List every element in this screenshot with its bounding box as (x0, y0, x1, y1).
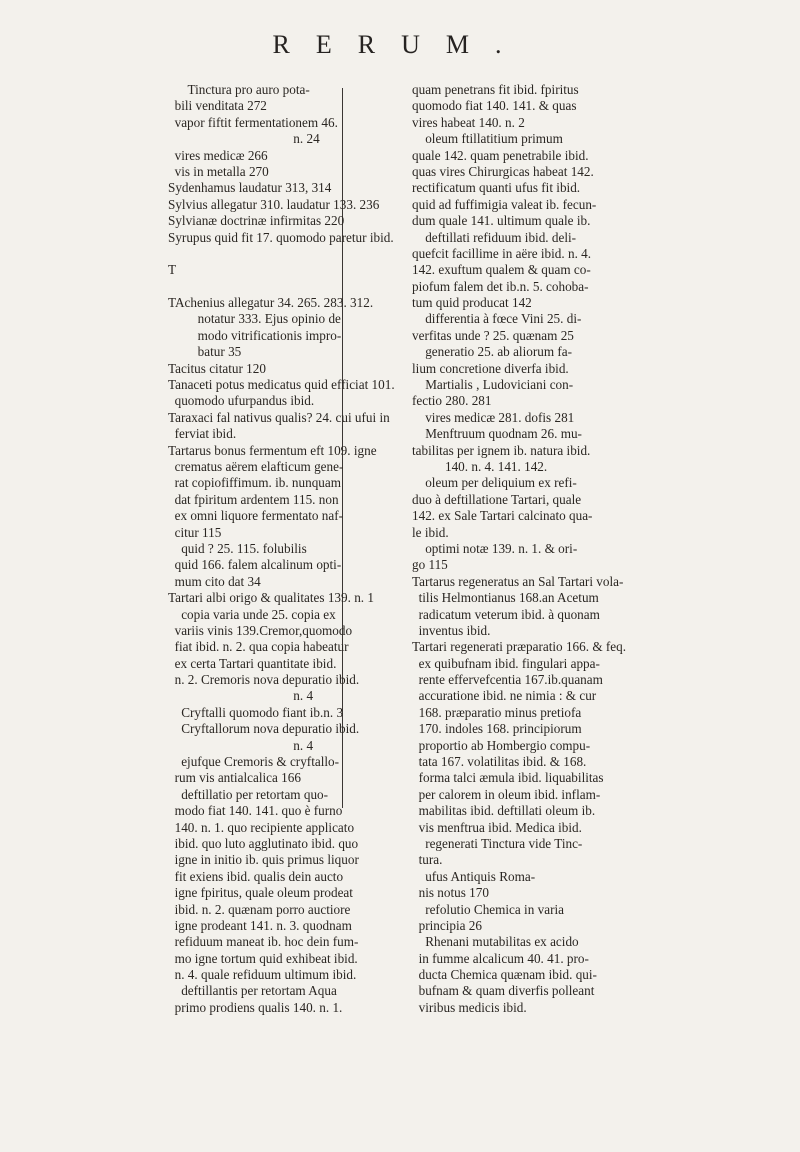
index-line: Tartari regenerati præparatio 166. & feq. (412, 639, 627, 655)
index-line: Tanaceti potus medicatus quid efficiat 101. (168, 377, 395, 393)
index-line: differentia à fœce Vini 25. di- (412, 311, 582, 327)
index-line: ferviat ibid. (168, 426, 237, 442)
index-line: piofum falem det ib.n. 5. cohoba- (412, 278, 589, 294)
index-line: 170. indoles 168. principiorum (412, 721, 582, 737)
index-line: inventus ibid. (412, 622, 491, 638)
index-line: go 115 (412, 557, 448, 573)
index-line: viribus medicis ibid. (412, 999, 527, 1015)
index-line: Menftruum quodnam 26. mu- (412, 426, 582, 442)
index-line: mabilitas ibid. deftillati oleum ib. (412, 803, 596, 819)
index-line: 142. exuftum qualem & quam co- (412, 262, 591, 278)
index-line: quale 142. quam penetrabile ibid. (412, 147, 589, 163)
index-line: principia 26 (412, 917, 482, 933)
index-line: deftillati refiduum ibid. deli- (412, 229, 577, 245)
index-line: oleum ftillatitium primum (412, 131, 563, 147)
index-line: quid ad fuffimigia valeat ib. fecun- (412, 196, 597, 212)
index-line: Taraxaci fal nativus qualis? 24. cui ufui in (168, 409, 390, 425)
index-line: copia varia unde 25. copia ex (168, 606, 336, 622)
index-line: deftillantis per retortam Aqua (168, 983, 337, 999)
index-line: quomodo ufurpandus ibid. (168, 393, 315, 409)
index-line: forma talci æmula ibid. liquabilitas (412, 770, 604, 786)
index-line: fit exiens ibid. qualis dein aucto (168, 868, 344, 884)
index-line: Sylvianæ doctrinæ infirmitas 220 (168, 213, 345, 229)
index-line: Tartari albi origo & qualitates 139. n. 1 (168, 590, 374, 606)
index-line: igne prodeant 141. n. 3. quodnam (168, 917, 352, 933)
index-left-column (168, 82, 395, 1016)
index-line: fiat ibid. n. 2. qua copia habeatur (168, 639, 349, 655)
index-line: Rhenani mutabilitas ex acido (412, 934, 579, 950)
index-line: Tartarus regeneratus an Sal Tartari vola- (412, 573, 624, 589)
index-line: n. 2. Cremoris nova depuratio ibid. (168, 672, 360, 688)
index-line: 140. n. 4. 141. 142. (412, 458, 548, 474)
index-line: quid 166. falem alcalinum opti- (168, 557, 342, 573)
index-line: Martialis , Ludoviciani con- (412, 377, 574, 393)
index-line: generatio 25. ab aliorum fa- (412, 344, 573, 360)
index-line: vires medicæ 281. dofis 281 (412, 409, 575, 425)
index-line: primo prodiens qualis 140. n. 1. (168, 999, 343, 1015)
index-line: fectio 280. 281 (412, 393, 492, 409)
index-line: 168. præparatio minus pretiofa (412, 704, 582, 720)
index-line: lium concretione diverfa ibid. (412, 360, 569, 376)
index-line: rat copiofiffimum. ib. nunquam (168, 475, 341, 491)
index-line (168, 279, 352, 295)
index-line: ufus Antiquis Roma- (412, 868, 536, 884)
index-line: batur 35 (168, 344, 242, 360)
index-line: nis notus 170 (412, 885, 489, 901)
page-header: RERUM. (272, 30, 528, 59)
index-line: modo vitrificationis impro- (168, 327, 342, 343)
index-line: radicatum veterum ibid. à quonam (412, 606, 600, 622)
index-line: n. 4 (168, 688, 314, 704)
index-line: ibid. n. 2. quænam porro auctiore (168, 901, 351, 917)
index-line: mo igne tortum quid exhibeat ibid. (168, 950, 358, 966)
index-line: per calorem in oleum ibid. inflam- (412, 786, 601, 802)
index-line: T (168, 262, 177, 278)
index-line: quefcit facillime in aëre ibid. n. 4. (412, 245, 592, 261)
index-line: Cryftallorum nova depuratio ibid. (168, 721, 360, 737)
index-line: proportio ab Hombergio compu- (412, 737, 591, 753)
index-line: 140. n. 1. quo recipiente applicato (168, 819, 355, 835)
index-line: Syrupus quid fit 17. quomodo paretur ibid. (168, 229, 394, 245)
index-line: quid ? 25. 115. folubilis (168, 540, 307, 556)
index-line: ex certa Tartari quantitate ibid. (168, 655, 337, 671)
index-line: ex omni liquore fermentato naf- (168, 508, 344, 524)
index-line: Cryftalli quomodo fiant ib.n. 3 (168, 704, 344, 720)
index-line: modo fiat 140. 141. quo è furno (168, 803, 343, 819)
index-line: vires habeat 140. n. 2 (412, 114, 525, 130)
index-line: n. 24 (168, 131, 320, 147)
index-line: tata 167. volatilitas ibid. & 168. (412, 754, 587, 770)
index-line: tilis Helmontianus 168.an Acetum (412, 590, 599, 606)
index-line: vires medicæ 266 (168, 147, 268, 163)
index-line: optimi notæ 139. n. 1. & ori- (412, 540, 578, 556)
index-line: rente effervefcentia 167.ib.quanam (412, 672, 603, 688)
index-line: Tinctura pro auro pota- (168, 82, 310, 97)
index-line: dum quale 141. ultimum quale ib. (412, 213, 591, 229)
index-line: variis vinis 139.Cremor,quomodo (168, 622, 353, 638)
index-line: mum cito dat 34 (168, 573, 261, 589)
index-line: le ibid. (412, 524, 449, 540)
index-line: quas vires Chirurgicas habeat 142. (412, 163, 594, 179)
index-line: igne fpiritus, quale oleum prodeat (168, 885, 353, 901)
index-line: rectificatum quanti ufus fit ibid. (412, 180, 581, 196)
index-line: vapor fiftit fermentationem 46. (168, 114, 338, 130)
index-line: quam penetrans fit ibid. fpiritus (412, 82, 579, 97)
index-line: n. 4. quale refiduum ultimum ibid. (168, 967, 357, 983)
index-line: tabilitas per ignem ib. natura ibid. (412, 442, 591, 458)
index-line: refiduum maneat ib. hoc dein fum- (168, 934, 359, 950)
index-line: verfitas unde ? 25. quænam 25 (412, 327, 574, 343)
index-line: oleum per deliquium ex refi- (412, 475, 577, 491)
index-line: tura. (412, 852, 443, 868)
index-line: vis in metalla 270 (168, 163, 269, 179)
index-line: Sydenhamus laudatur 313, 314 (168, 180, 332, 196)
index-line: bili venditata 272 (168, 98, 267, 114)
index-line: 142. ex Sale Tartari calcinato qua- (412, 508, 593, 524)
index-line: n. 4 (168, 737, 314, 753)
index-line: deftillatio per retortam quo- (168, 786, 329, 802)
index-right-column (412, 82, 640, 1016)
index-line: bufnam & quam diverfis polleant (412, 983, 595, 999)
index-line: dat fpiritum ardentem 115. non (168, 491, 339, 507)
index-line: Sylvius allegatur 310. laudatur 133. 236 (168, 196, 380, 212)
index-line: tum quid producat 142 (412, 295, 532, 311)
index-line: accuratione ibid. ne nimia : & cur (412, 688, 597, 704)
index-line: quomodo fiat 140. 141. & quas (412, 98, 577, 114)
index-line: ejufque Cremoris & cryftallo- (168, 754, 340, 770)
index-line: citur 115 (168, 524, 222, 540)
index-line: vis menftrua ibid. Medica ibid. (412, 819, 582, 835)
index-line: in fumme alcalicum 40. 41. pro- (412, 950, 589, 966)
index-line: crematus aërem elafticum gene- (168, 458, 344, 474)
index-line (168, 246, 352, 262)
index-line: rum vis antialcalica 166 (168, 770, 301, 786)
index-line: ex quibufnam ibid. fingulari appa- (412, 655, 600, 671)
index-line: Tartarus bonus fermentum eft 109. igne (168, 442, 377, 458)
index-line: regenerati Tinctura vide Tinc- (412, 835, 583, 851)
index-line: duo à deftillatione Tartari, quale (412, 491, 582, 507)
index-line: igne in initio ib. quis primus liquor (168, 852, 359, 868)
index-line: TAchenius allegatur 34. 265. 283. 312. (168, 295, 374, 311)
index-line: ducta Chemica quænam ibid. qui- (412, 967, 597, 983)
index-line: ibid. quo luto agglutinato ibid. quo (168, 835, 359, 851)
index-line: refolutio Chemica in varia (412, 901, 564, 917)
index-line: Tacitus citatur 120 (168, 360, 266, 376)
index-line: notatur 333. Ejus opinio de (168, 311, 341, 327)
